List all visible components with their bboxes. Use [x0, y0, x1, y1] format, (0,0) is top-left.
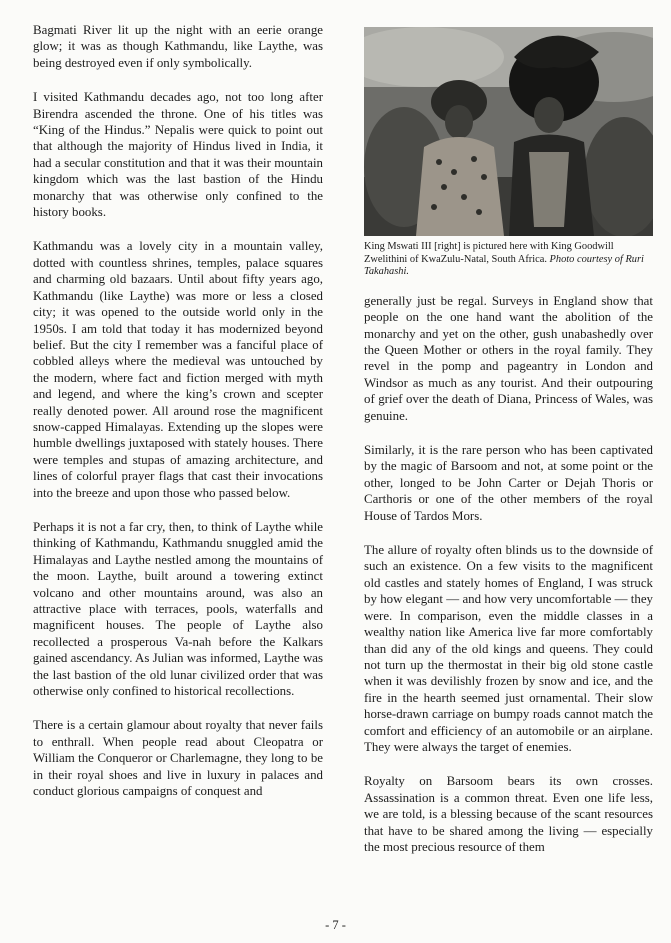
right-column	[364, 27, 653, 873]
paragraph: Royalty on Barsoom bears its own crosses. Assassination is a common threat. Even one life less, we are told, is a blessing because of the scant resources that have to be shared among the living — especially the most precious resource of them	[364, 774, 653, 854]
paragraph: There is a certain glamour about royalty that never fails to enthrall. When people read about Cleopatra or William the Conqueror or Charlemagne, they long to be in their royal shoes and live in luxury in palaces and conduct glorious campaigns of conquest and	[33, 718, 323, 799]
paragraph: I visited Kathmandu decades ago, not too long after Birendra ascended the throne. One of his titles was “King of the Hindus.” Nepalis were quick to point out that although the majority of Hindus lived in India, it had a secular constitution and that it was their mountain kingdom which was the last bastion of the Hindu monarchy that was otherwise only confined to the history books.	[33, 90, 323, 220]
left-column	[33, 22, 323, 817]
paragraph: The allure of royalty often blinds us to the downside of such an existence. On a few visits to the magnificent old castles and stately homes of England, I was struck by how elegant — and how very uncomfortable — they were. In comparison, even the middle classes in a wealthy nation like America live far more comfortably than did any of the old kings and queens. They could not turn up the thermostat in their big old stone castle when it was devilishly frozen by snow and ice, and the fire in the hearth seemed just ornamental. Their slow horse-drawn carriage on bumpy roads cannot match the comfort and efficiency of an automobile or an airplane. They were always the target of enemies.	[364, 543, 653, 754]
photo-caption	[364, 241, 653, 279]
kings-photo-image	[364, 27, 653, 236]
caption-credit: Photo courtesy of Ruri Takahashi.	[364, 253, 644, 278]
caption-text: King Mswati III [right] is pictured here with King Goodwill Zwelithini of KwaZulu-Natal, South Africa.	[364, 241, 614, 265]
paragraph: Kathmandu was a lovely city in a mountain valley, dotted with countless shrines, temples, palace squares and charming old bazaars. Until about fifty years ago, Kathmandu (like Laythe) was more or less a closed city; it was opened to the outside world only in the 1950s. I am told that today it has modernized beyond belief. But the city I remember was a fanciful place of cobbled alleys where the medieval was untouched by the modern, where fact and fiction merged with myth and legend, and where the king’s crown and scepter really denoted power. All around rose the magnificent snow-capped Himalayas. Extending up the slopes were humble dwellings juxtaposed with stately houses. There were temples and stupas of amazing architecture, and lines of colorful prayer flags that cast their invocations into the breeze and upon those who passed below.	[33, 239, 323, 500]
paragraph: Bagmati River lit up the night with an eerie orange glow; it was as though Kathmandu, like Laythe, was being destroyed even if only symbolically.	[33, 23, 323, 70]
paragraph: Similarly, it is the rare person who has been captivated by the magic of Barsoom and not, at some point or the other, longed to be John Carter or Dejah Thoris or Carthoris or one of the other members of the royal House of Tardos Mors.	[364, 443, 653, 523]
paragraph: generally just be regal. Surveys in England show that people on the one hand want the abolition of the monarchy and yet on the other, gush unabashedly over the Queen Mother or others in the royal family. They revel in the pomp and pageantry in London and Windsor as much as any tourist. And their outpouring of grief over the death of Diana, Princess of Wales, was genuine.	[364, 293, 653, 423]
page-number: - 7 -	[325, 918, 346, 932]
kings-photo	[364, 27, 653, 236]
paragraph: Perhaps it is not a far cry, then, to think of Laythe while thinking of Kathmandu, Kathmandu snuggled amid the Himalayas and Laythe nestled among the mountains of the moon. Laythe, built around a towering extinct volcano and other mountains around, was also an attractive place with terraces, pools, waterfalls and magnificent houses. The people of Laythe also recollected a prosperous Va-nah before the Kalkars gained ascendancy. As Julian was informed, Laythe was the last bastion of the old lunar civilized order that was otherwise only confined to historical recollections.	[33, 519, 323, 699]
